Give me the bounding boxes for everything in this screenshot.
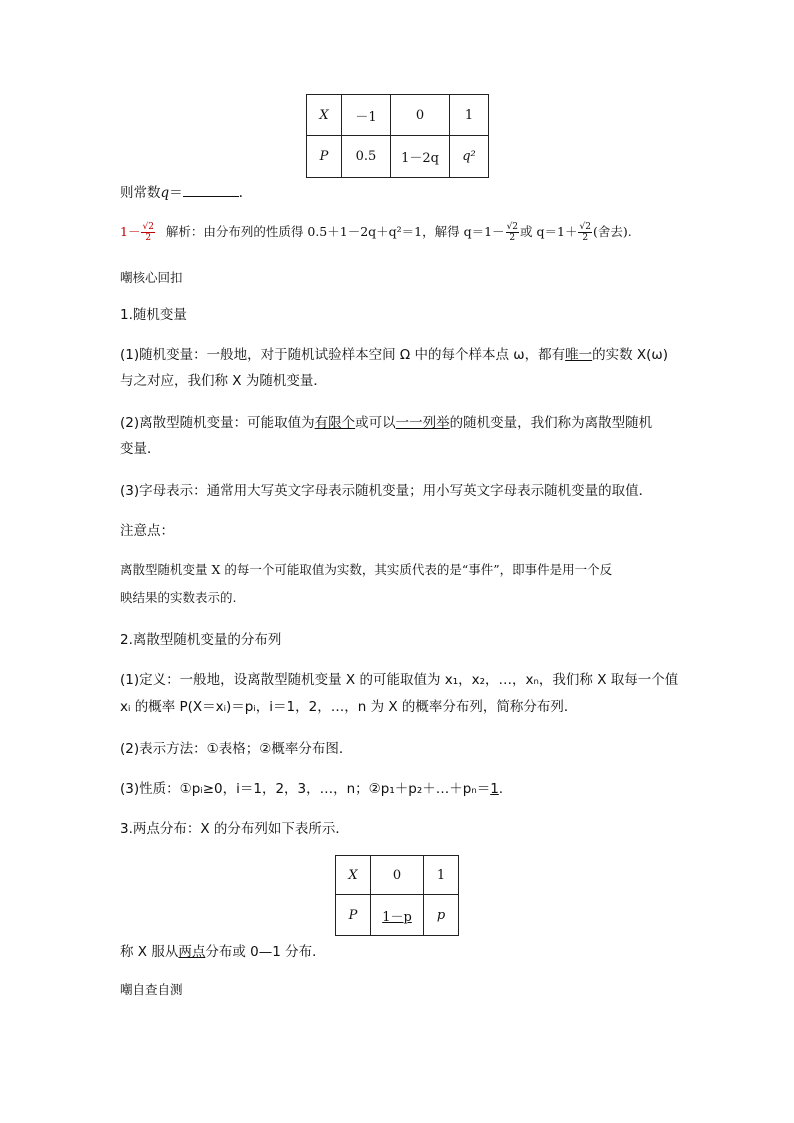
- heading-random-variable: 1.随机变量: [120, 307, 187, 323]
- section-heading-self-check: 嘲自查自测: [120, 982, 183, 997]
- question-prefix: 则常数: [120, 185, 161, 201]
- table-cell: －1: [342, 95, 391, 136]
- table-cell: 1: [424, 856, 459, 895]
- underlined-term: 唯一: [565, 347, 593, 363]
- table-row: [336, 895, 459, 936]
- table-cell: X: [307, 95, 342, 136]
- table-cell: 1: [450, 95, 489, 136]
- heading-distribution: 2.离散型随机变量的分布列: [120, 632, 282, 648]
- paragraph-line: (1)定义：一般地，设离散型随机变量 X 的可能取值为 x₁，x₂，…，xₙ，我们称 X 取每一个值: [120, 672, 679, 688]
- table-cell: 0.5: [342, 136, 391, 178]
- table-cell: q²: [450, 136, 489, 178]
- paragraph-line: (3)性质：①pᵢ≥0，i＝1，2，3，…，n；②p₁＋p₂＋…＋pₙ＝1.: [120, 781, 504, 797]
- table-cell: 1－p: [371, 895, 424, 936]
- distribution-table-1: [306, 94, 489, 178]
- table-cell: X: [336, 856, 371, 895]
- table-cell: 1－2q: [391, 136, 450, 178]
- analysis-text: 解析：由分布列的性质得 0.5＋1－2q＋q²＝1，解得 q＝1－: [165, 224, 505, 239]
- question-suffix: .: [238, 185, 243, 201]
- table-row: [336, 856, 459, 895]
- fraction: $\frac{√2}{2}$: [579, 222, 591, 243]
- heading-two-point: 3.两点分布：X 的分布列如下表所示．: [120, 821, 349, 837]
- question-text: [120, 181, 243, 201]
- question-equals: ＝: [169, 185, 183, 201]
- paragraph-line: (2)离散型随机变量：可能取值为有限个或可以一一列举的随机变量，我们称为离散型随机: [120, 415, 653, 431]
- note-title: 注意点：: [120, 523, 174, 539]
- underlined-term: 1: [490, 781, 499, 797]
- analysis-text: (舍去).: [592, 224, 632, 239]
- answer-value: 1－: [120, 224, 141, 239]
- underlined-term: 有限个: [314, 415, 356, 431]
- table-cell: 0: [391, 95, 450, 136]
- distribution-table-2: [335, 855, 459, 936]
- paragraph-line: (2)表示方法：①表格；②概率分布图．: [120, 741, 353, 757]
- fraction: $\frac{√2}{2}$: [506, 222, 519, 243]
- table-cell: p: [424, 895, 459, 936]
- paragraph-line: 与之对应，我们称 X 为随机变量．: [120, 373, 327, 389]
- question-variable: q: [160, 185, 170, 201]
- answer-blank: [183, 184, 239, 197]
- note-line: 映结果的实数表示的.: [120, 590, 237, 605]
- underlined-term: 一一列举: [395, 415, 450, 431]
- paragraph-line: 变量．: [120, 441, 161, 457]
- answer-fraction: $\frac{√2}{2}$: [142, 222, 154, 243]
- table-cell: P: [336, 895, 371, 936]
- paragraph-line: (1)随机变量：一般地，对于随机试验样本空间 Ω 中的每个样本点 ω，都有唯一的实数 X(ω): [120, 347, 669, 363]
- table-row: [307, 136, 489, 178]
- table-cell: P: [307, 136, 342, 178]
- table-cell: 0: [371, 856, 424, 895]
- paragraph-line: (3)字母表示：通常用大写英文字母表示随机变量；用小写英文字母表示随机变量的取值．: [120, 483, 653, 499]
- underlined-term: 两点: [178, 944, 206, 960]
- note-line: 离散型随机变量 X 的每一个可能取值为实数，其实质代表的是“事件”，即事件是用一个反: [120, 562, 613, 577]
- analysis-text: 或 q＝1＋: [520, 224, 578, 239]
- paragraph-line: 称 X 服从两点分布或 0—1 分布．: [120, 944, 326, 960]
- section-heading-review: 嘲核心回扣: [120, 270, 183, 285]
- answer-line: [120, 222, 632, 243]
- table-row: [307, 95, 489, 136]
- paragraph-line: xᵢ 的概率 P(X＝xᵢ)＝pᵢ，i＝1，2，…，n 为 X 的概率分布列，简称分布列．: [120, 699, 578, 715]
